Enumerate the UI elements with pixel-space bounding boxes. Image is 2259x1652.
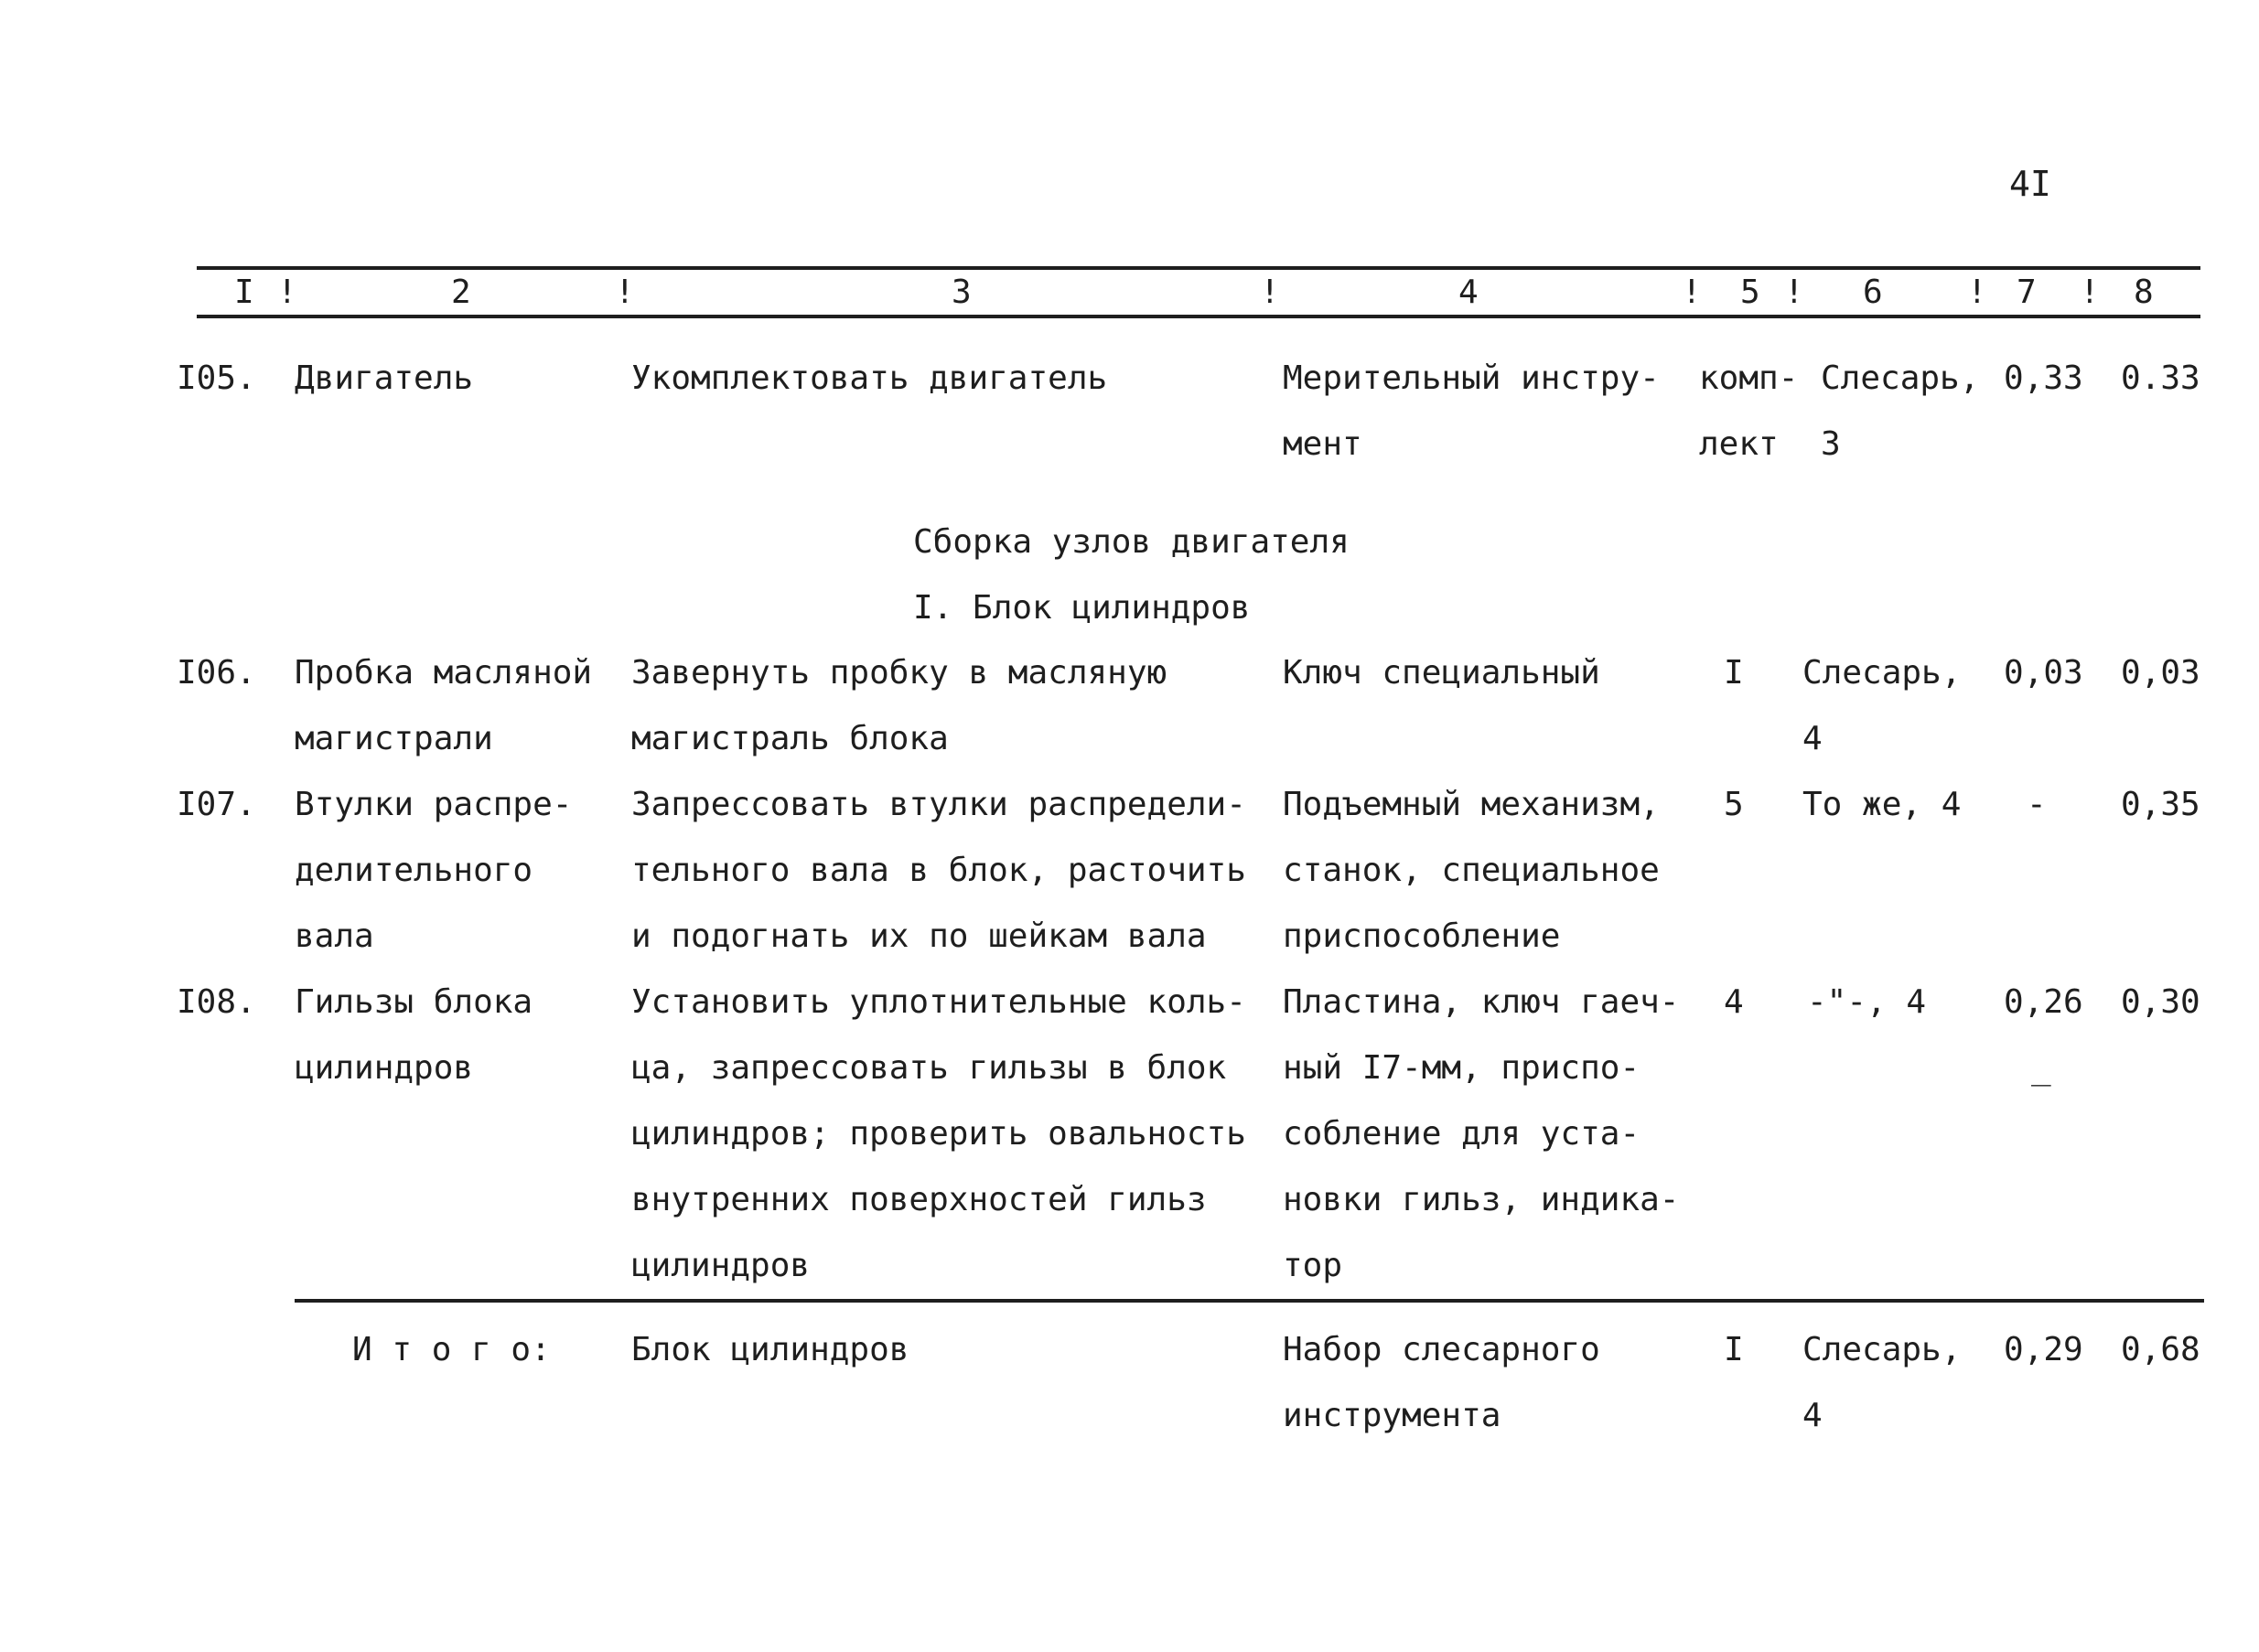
quantity: I (1724, 654, 1744, 692)
operation-text: Установить уплотнительные коль- ца, запрессовать гильзы в блок цилиндров; проверить овальность внутренних поверхностей гильз цилиндров (631, 983, 1246, 1284)
part-name: Двигатель (295, 359, 474, 397)
column-separator: ! (1682, 274, 1702, 311)
header-rule-bottom (197, 315, 2200, 318)
norm-col8: 0,68 (2121, 1331, 2200, 1368)
section-title: Сборка узлов двигателя (913, 523, 1350, 561)
column-header-5: 5 (1740, 274, 1760, 311)
column-header-1: I (234, 274, 254, 311)
part-name: Гильзы блока цилиндров (295, 983, 533, 1087)
header-rule-top (197, 266, 2200, 270)
row-number: I06. (177, 654, 256, 692)
quantity: 5 (1724, 786, 1744, 823)
total-label: И т о г о: (352, 1331, 551, 1368)
equipment-text: Набор слесарного инструмента (1283, 1331, 1600, 1434)
column-separator: ! (1784, 274, 1804, 311)
row-number: I07. (177, 786, 256, 823)
column-separator: ! (1967, 274, 1987, 311)
quantity: I (1724, 1331, 1744, 1368)
norm-col8: 0,30 (2121, 983, 2200, 1021)
subsection-title: I. Блок цилиндров (913, 589, 1251, 627)
equipment-text: Подъемный механизм, станок, специальное приспособление (1283, 786, 1660, 955)
column-header-3: 3 (952, 274, 972, 311)
quantity: 4 (1724, 983, 1744, 1021)
operation-text: Укомплектовать двигатель (631, 359, 1108, 397)
equipment-text: Мерительный инстру- мент (1283, 359, 1660, 463)
total-rule (295, 1299, 2204, 1303)
operation-text: Запрессовать втулки распредели- тельного вала в блок, расточить и подогнать их по шейкам вала (631, 786, 1246, 955)
operation-text: Завернуть пробку в масляную магистраль блока (631, 654, 1167, 757)
norm-col8: 0.33 (2121, 359, 2200, 397)
norm-col8: 0,35 (2121, 786, 2200, 823)
row-number: I05. (177, 359, 256, 397)
worker-grade: -"-, 4 (1807, 983, 1927, 1021)
part-name: Втулки распре- делительного вала (295, 786, 573, 955)
worker-grade: Слесарь, 4 (1802, 654, 1962, 757)
norm-col7: 0,29 (2004, 1331, 2083, 1368)
operation-text: Блок цилиндров (631, 1331, 909, 1368)
column-separator: ! (615, 274, 635, 311)
part-name: Пробка масляной магистрали (295, 654, 593, 757)
norm-col7: - (2027, 786, 2047, 823)
worker-grade: Слесарь, 4 (1802, 1331, 1962, 1434)
norm-col8: 0,03 (2121, 654, 2200, 692)
column-separator: ! (277, 274, 297, 311)
equipment-text: Ключ специальный (1283, 654, 1600, 692)
worker-grade: То же, 4 (1802, 786, 1962, 823)
norm-col7: 0,26 _ (2004, 983, 2083, 1087)
column-header-6: 6 (1863, 274, 1883, 311)
norm-col7: 0,03 (2004, 654, 2083, 692)
norm-col7: 0,33 (2004, 359, 2083, 397)
column-header-8: 8 (2134, 274, 2154, 311)
worker-grade: Слесарь, 3 (1821, 359, 1980, 463)
row-number: I08. (177, 983, 256, 1021)
column-separator: ! (2080, 274, 2100, 311)
page-number: 4I (2009, 164, 2051, 204)
column-header-7: 7 (2017, 274, 2037, 311)
equipment-text: Пластина, ключ гаеч- ный I7-мм, приспо- собление для уста- новки гильз, индика- тор (1283, 983, 1680, 1284)
quantity: комп- лект (1699, 359, 1799, 463)
column-separator: ! (1260, 274, 1280, 311)
column-header-2: 2 (451, 274, 471, 311)
column-header-4: 4 (1458, 274, 1479, 311)
